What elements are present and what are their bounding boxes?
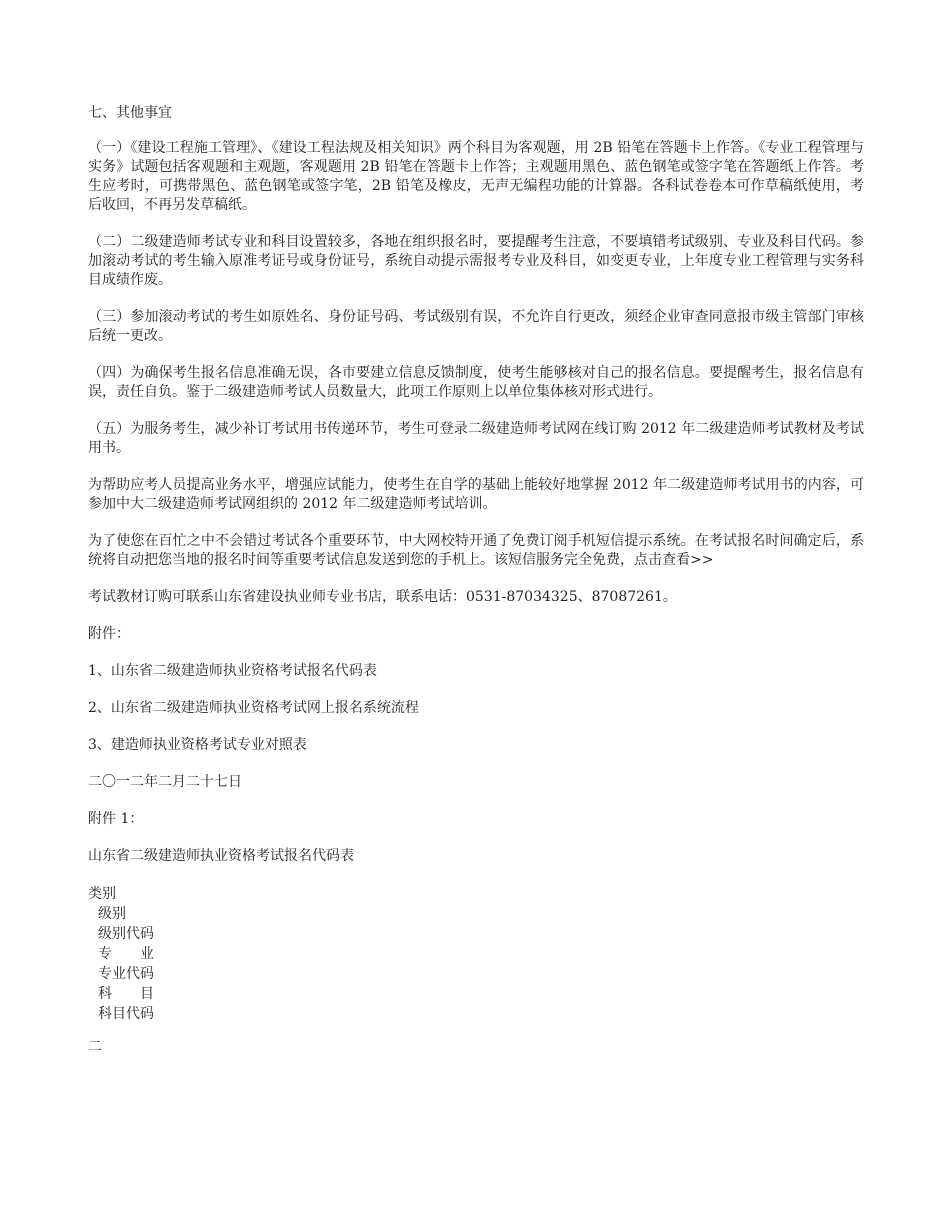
table-header-level: 级别 bbox=[98, 906, 126, 922]
attachment-item-2: 2、山东省二级建造师执业资格考试网上报名系统流程 bbox=[88, 700, 419, 716]
table-header-subject-code: 科目代码 bbox=[98, 1006, 154, 1022]
code-table bbox=[88, 884, 864, 1024]
attachment-item-1: 1、山东省二级建造师执业资格考试报名代码表 bbox=[88, 663, 377, 679]
table-title: 山东省二级建造师执业资格考试报名代码表 bbox=[88, 848, 354, 864]
paragraph-1: （一）《建设工程施工管理》、《建设工程法规及相关知识》两个科目为客观题，用 2B 铅笔在答题卡上作答。《专业工程管理与实务》试题包括客观题和主观题，客观题用 2B 铅笔在答题卡上作答；主观题用黑色、蓝色钢笔或签字笔在答题纸上作答。考生应考时，可携带黑色、蓝色钢笔或签字笔，2B 铅笔及橡皮，无声无编程功能的计算器。各科试卷卷本可作草稿纸使用，考后收回，不再另发草稿纸。 bbox=[88, 140, 864, 213]
paragraph-6: 为帮助应考人员提高业务水平，增强应试能力，使考生在自学的基础上能较好地掌握 2012 年二级建造师考试用书的内容，可参加中大二级建造师考试网组织的 2012 年二级建造师考试培训。 bbox=[88, 477, 864, 512]
attachment-item-3: 3、建造师执业资格考试专业对照表 bbox=[88, 737, 307, 753]
attachments-label: 附件： bbox=[88, 626, 130, 642]
paragraph-5: （五）为服务考生，减少补订考试用书传递环节，考生可登录二级建造师考试网在线订购 2012 年二级建造师考试教材及考试用书。 bbox=[88, 421, 864, 456]
paragraph-8-bookstore-contact: 考试教材订购可联系山东省建设执业师专业书店，联系电话：0531-87034325、87087261。 bbox=[88, 589, 677, 605]
paragraph-7-sms-notice: 为了使您在百忙之中不会错过考试各个重要环节，中大网校特开通了免费订阅手机短信提示系统。在考试报名时间确定后，系统将自动把您当地的报名时间等重要考试信息发送到您的手机上。该短信服务完全免费，点击查看>> bbox=[88, 533, 864, 568]
section-heading: 七、其他事宜 bbox=[88, 105, 172, 121]
paragraph-3: （三）参加滚动考试的考生如原姓名、身份证号码、考试级别有误，不允许自行更改，须经企业审查同意报市级主管部门审核后统一更改。 bbox=[88, 309, 864, 344]
table-header-subject: 科 目 bbox=[98, 986, 154, 1002]
table-header-major-code: 专业代码 bbox=[98, 966, 154, 982]
attachment-1-label: 附件 1： bbox=[88, 811, 144, 827]
paragraph-2: （二）二级建造师考试专业和科目设置较多，各地在组织报名时，要提醒考生注意，不要填错考试级别、专业及科目代码。参加滚动考试的考生输入原准考证号或身份证号，系统自动提示需报考专业及科目，如变更专业，上年度专业工程管理与实务科目成绩作废。 bbox=[88, 234, 864, 288]
paragraph-4: （四）为确保考生报名信息准确无误，各市要建立信息反馈制度，使考生能够核对自己的报名信息。要提醒考生，报名信息有误，责任自负。鉴于二级建造师考试人员数量大，此项工作原则上以单位集体核对形式进行。 bbox=[88, 365, 864, 400]
table-header-major: 专 业 bbox=[98, 946, 154, 962]
document-date: 二〇一二年二月二十七日 bbox=[88, 774, 242, 790]
document-body bbox=[88, 104, 864, 1075]
trailing-text: 二 bbox=[88, 1039, 102, 1055]
table-caption: 类别 bbox=[88, 886, 116, 902]
table-header-level-code: 级别代码 bbox=[98, 926, 154, 942]
